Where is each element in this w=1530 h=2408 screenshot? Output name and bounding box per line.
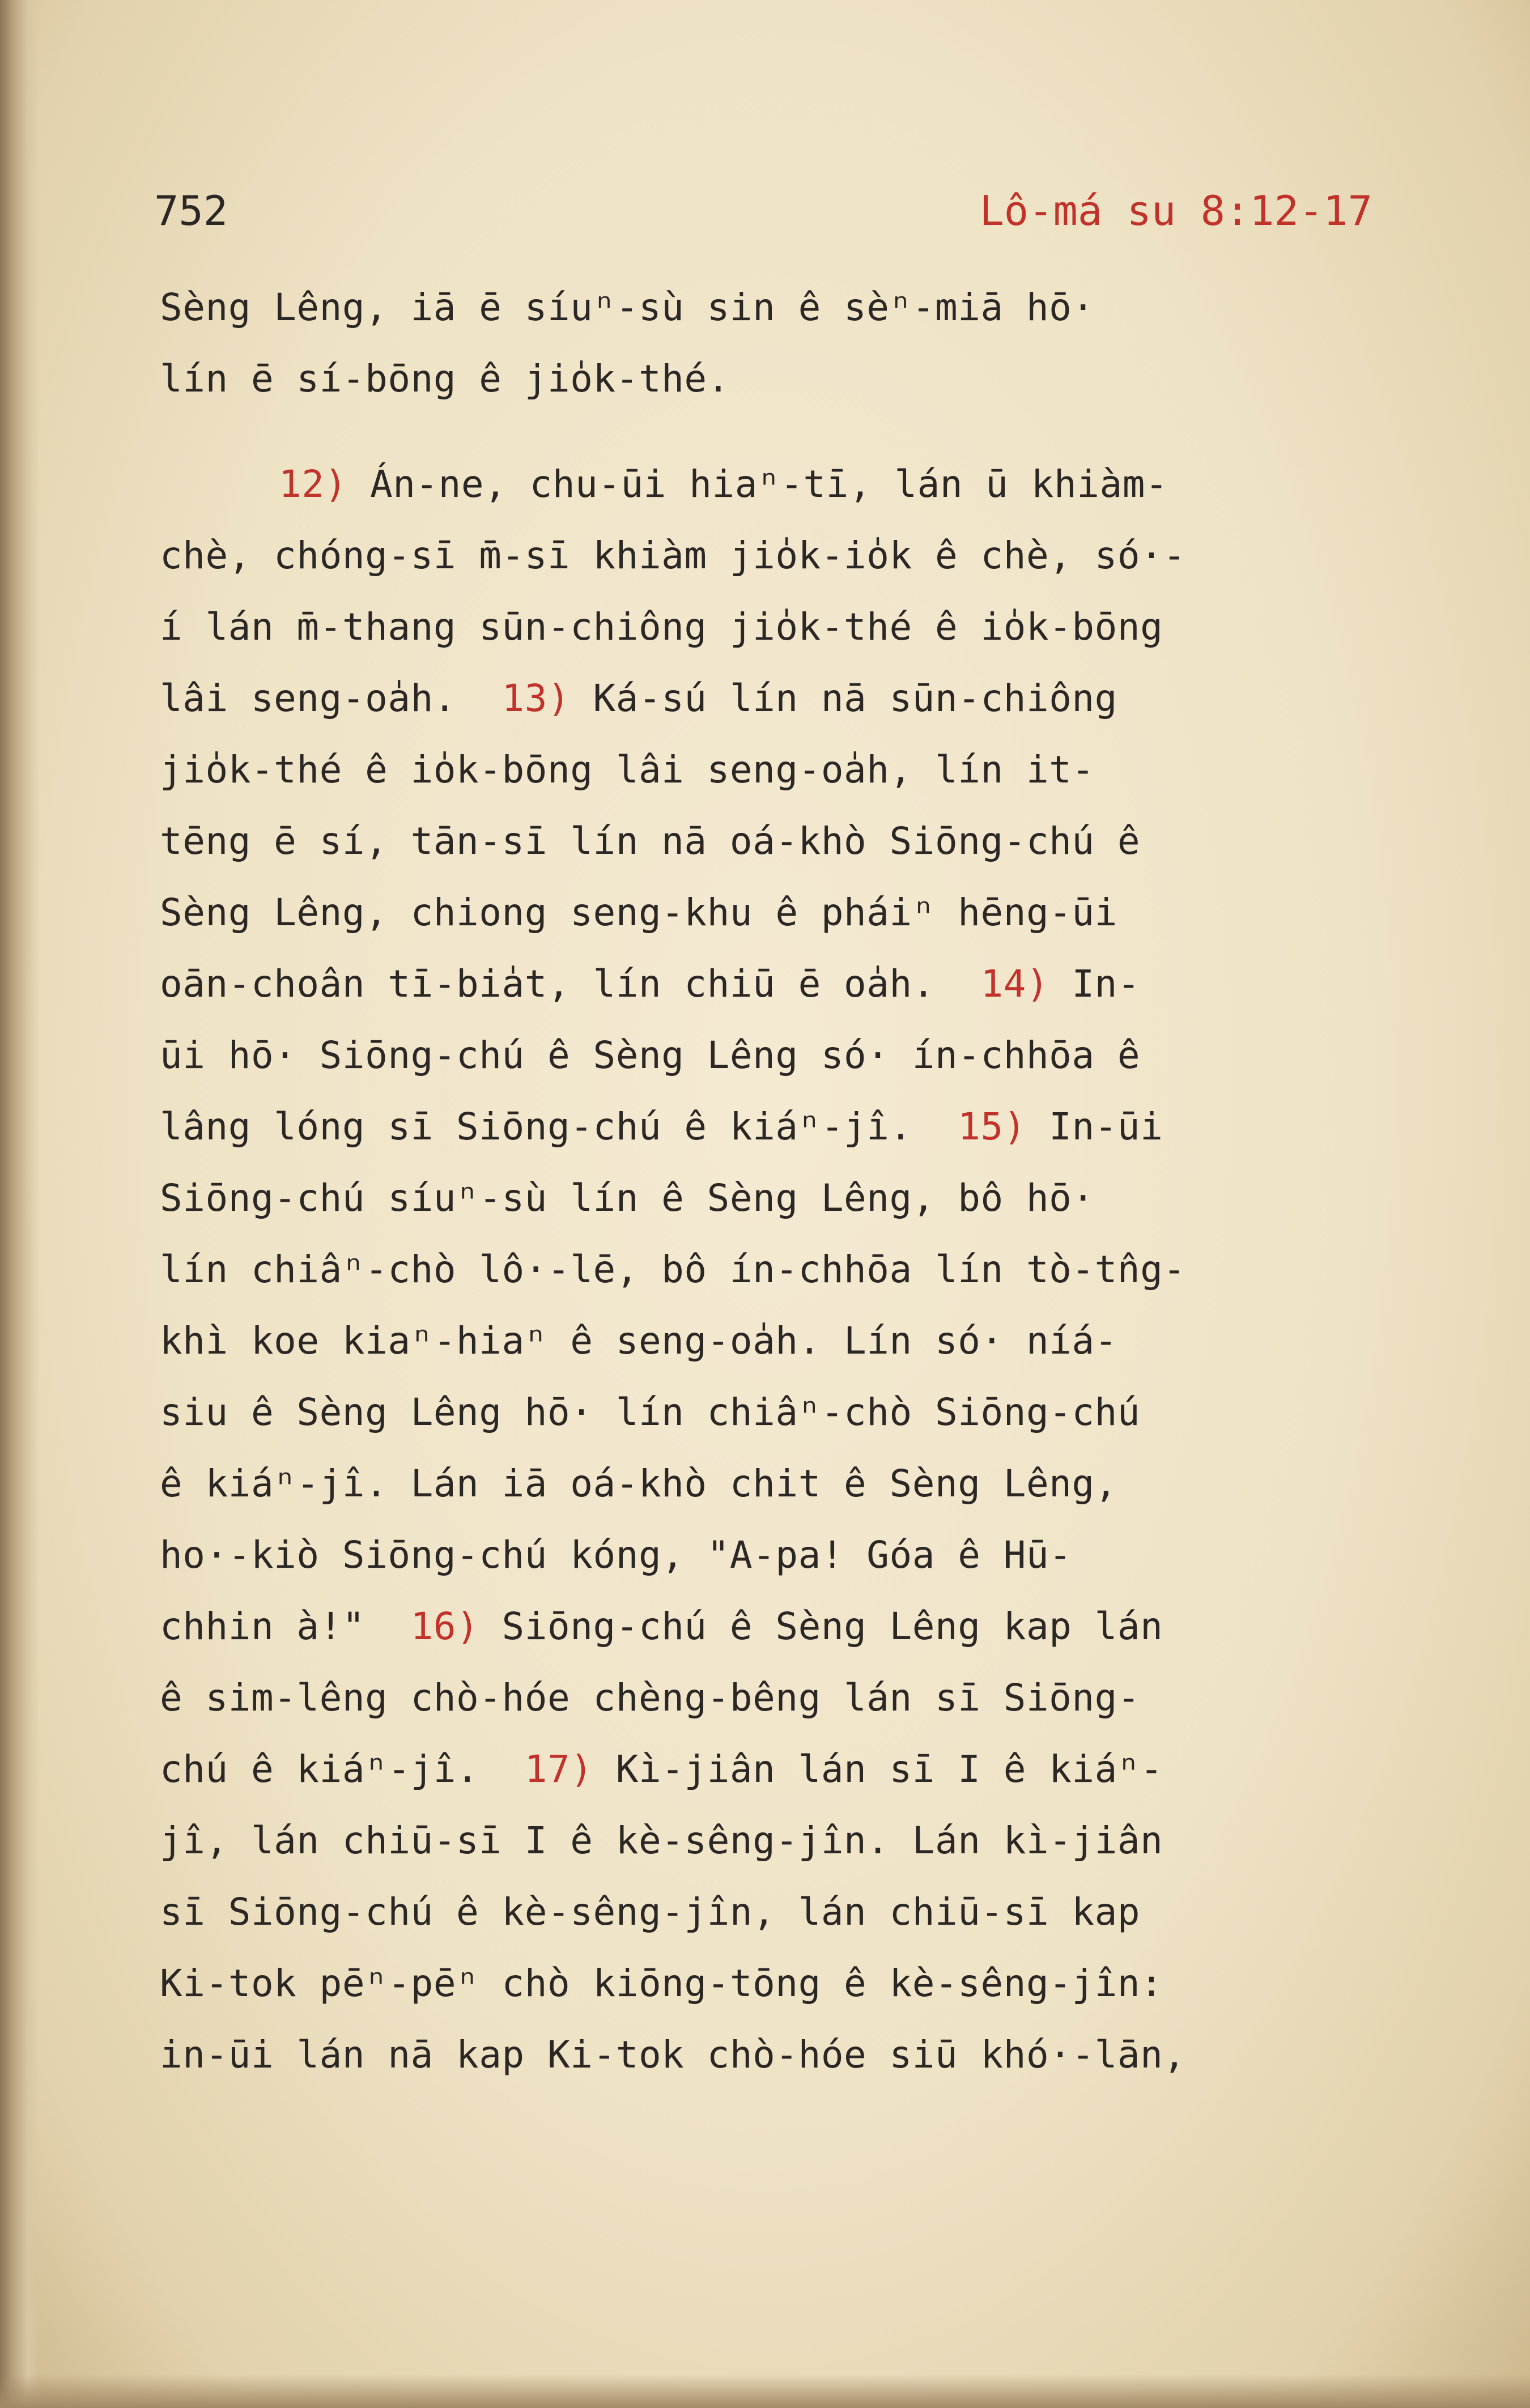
text-line — [160, 592, 1429, 663]
text-line — [160, 663, 1429, 734]
line-text: In-ūi — [1026, 1105, 1163, 1148]
text-line — [160, 1305, 1429, 1377]
text-line — [160, 1805, 1429, 1877]
running-head: Lô-má su 8:12-17 — [979, 187, 1372, 235]
line-text: ūi hō· Siōng-chú ê Sèng Lêng só· ín-chhōa ê — [160, 1033, 1141, 1077]
body-text — [160, 272, 1429, 2091]
text-line — [160, 806, 1429, 877]
line-text: in-ūi lán nā kap Ki-tok chò-hóe siū khó·-lān, — [160, 2033, 1186, 2077]
text-line — [160, 1091, 1429, 1163]
line-text: í lán m̄-thang sūn-chiông jio̍k-thé ê io̍k-bōng — [160, 605, 1163, 649]
text-line — [160, 1948, 1429, 2019]
text-line — [160, 1734, 1429, 1805]
text-line — [160, 1377, 1429, 1448]
text-line — [160, 520, 1429, 592]
line-text: jio̍k-thé ê io̍k-bōng lâi seng-oa̍h, lín it- — [160, 748, 1095, 792]
line-text: lâi seng-oa̍h. — [160, 677, 502, 720]
verse-number: 15) — [958, 1105, 1026, 1148]
text-line — [160, 1877, 1429, 1948]
verse-number: 14) — [980, 962, 1049, 1006]
text-line — [160, 343, 1429, 415]
line-text: Siōng-chú síuⁿ-sù lín ê Sèng Lêng, bô hō· — [160, 1176, 1095, 1220]
line-text: lín chiâⁿ-chò lô·-lē, bô ín-chhōa lín tò-tn̂g- — [160, 1248, 1186, 1291]
line-text: Sèng Lêng, chiong seng-khu ê pháiⁿ hēng-ūi — [160, 891, 1117, 934]
line-text: khì koe kiaⁿ-hiaⁿ ê seng-oa̍h. Lín só· níá- — [160, 1319, 1117, 1363]
page-number: 752 — [154, 187, 228, 235]
text-line — [160, 1020, 1429, 1091]
verse-number: 12) — [279, 462, 347, 506]
verse-number: 16) — [410, 1605, 479, 1648]
verse-number: 13) — [502, 677, 571, 720]
line-text: sī Siōng-chú ê kè-sêng-jîn, lán chiū-sī kap — [160, 1890, 1141, 1934]
text-line — [160, 734, 1429, 806]
text-line — [160, 1163, 1429, 1234]
line-text: In- — [1049, 962, 1141, 1006]
line-text: Sèng Lêng, iā ē síuⁿ-sù sin ê sèⁿ-miā hō· — [160, 286, 1095, 329]
line-text: jî, lán chiū-sī I ê kè-sêng-jîn. Lán kì-jiân — [160, 1819, 1163, 1862]
line-text: chú ê kiáⁿ-jî. — [160, 1747, 525, 1791]
line-text: Siōng-chú ê Sèng Lêng kap lán — [479, 1605, 1163, 1648]
text-line — [160, 1662, 1429, 1734]
paragraph-gap — [160, 415, 1429, 449]
line-text: siu ê Sèng Lêng hō· lín chiâⁿ-chò Siōng-chú — [160, 1390, 1141, 1434]
line-text: Ká-sú lín nā sūn-chiông — [570, 677, 1117, 720]
line-text: Ki-tok pēⁿ-pēⁿ chò kiōng-tōng ê kè-sêng-jîn: — [160, 1962, 1163, 2005]
text-line — [160, 272, 1429, 343]
verse-number: 17) — [524, 1747, 593, 1791]
text-line — [160, 1591, 1429, 1662]
line-text: Kì-jiân lán sī I ê kiáⁿ- — [593, 1747, 1163, 1791]
line-text: tēng ē sí, tān-sī lín nā oá-khò Siōng-chú ê — [160, 819, 1141, 863]
page-bottom-edge — [0, 2374, 1530, 2408]
text-line — [160, 1234, 1429, 1305]
line-text: chhin à!" — [160, 1605, 411, 1648]
line-text: ê kiáⁿ-jî. Lán iā oá-khò chit ê Sèng Lêng, — [160, 1462, 1117, 1505]
text-line — [160, 948, 1429, 1020]
text-line — [160, 2019, 1429, 2091]
text-line — [160, 449, 1429, 520]
line-text: lín ē sí-bōng ê jio̍k-thé. — [160, 357, 730, 401]
text-line — [160, 877, 1429, 948]
line-text: chè, chóng-sī m̄-sī khiàm jio̍k-io̍k ê chè, só·- — [160, 534, 1186, 577]
text-line — [160, 1520, 1429, 1591]
line-text: oān-choân tī-bia̍t, lín chiū ē oa̍h. — [160, 962, 981, 1006]
line-text: lâng lóng sī Siōng-chú ê kiáⁿ-jî. — [160, 1105, 958, 1148]
page-header — [154, 187, 1372, 244]
line-text: ho·-kiò Siōng-chú kóng, "A-pa! Góa ê Hū- — [160, 1533, 1072, 1577]
text-line — [160, 1448, 1429, 1520]
line-text: ê sim-lêng chò-hóe chèng-bêng lán sī Siōng- — [160, 1676, 1141, 1720]
line-text: Án-ne, chu-ūi hiaⁿ-tī, lán ū khiàm- — [347, 462, 1168, 506]
page-binding-edge — [0, 0, 40, 2408]
